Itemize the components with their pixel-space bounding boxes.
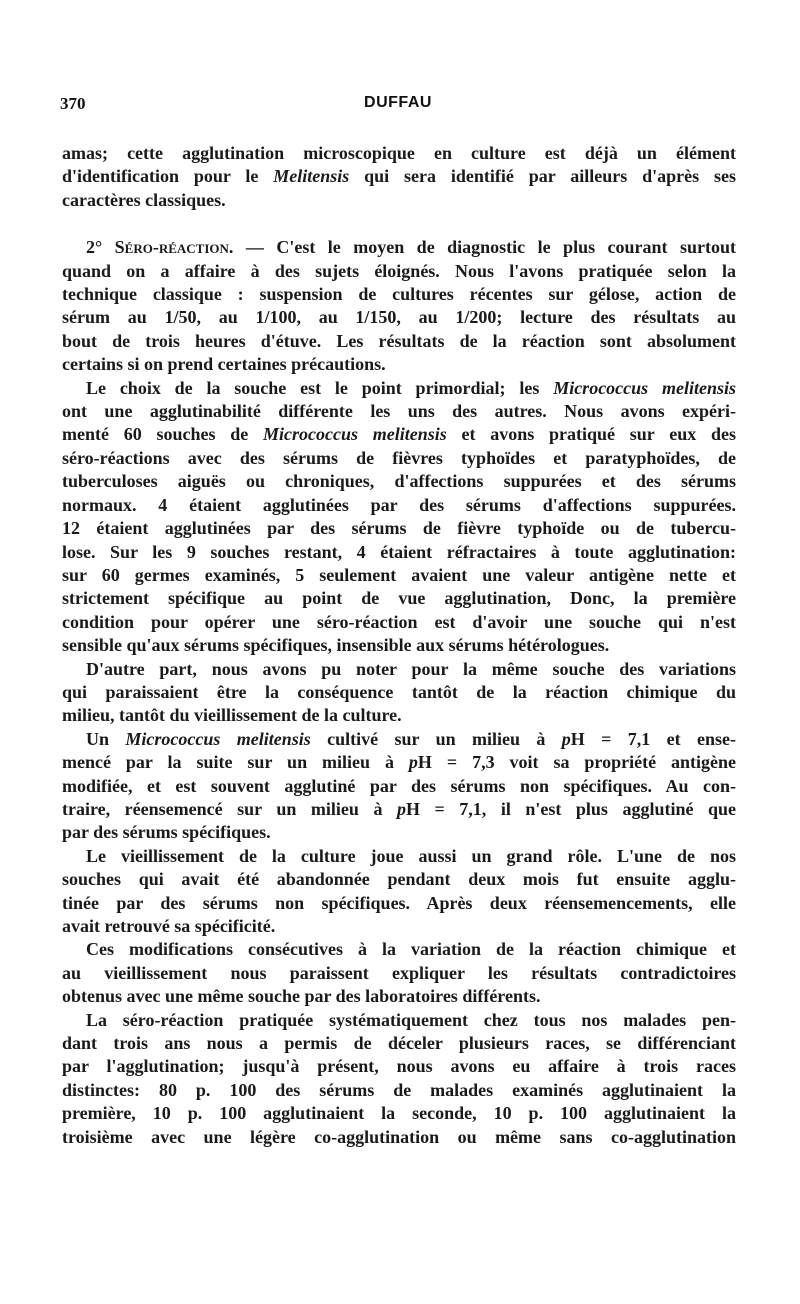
text-line: Le choix de la souche est le point primordial; les Micrococcus melitensis: [86, 377, 736, 398]
paragraph-ph: [62, 728, 736, 845]
text-line: Ces modifications consécutives à la variation de la réaction chimique et: [86, 939, 736, 960]
text-line: quand on a affaire à des sujets éloignés. Nous l'avons pratiquée selon la: [62, 260, 736, 281]
text-line: tuberculoses aiguës ou chroniques, d'affections suppurées et des sérums: [62, 471, 736, 492]
paragraph-1: [62, 142, 736, 212]
text-line: bout de trois heures d'étuve. Les résultats de la réaction sont absolument: [62, 330, 736, 351]
text-line: par des sérums spécifiques.: [62, 822, 271, 843]
text-line: menté 60 souches de Micrococcus melitensis et avons pratiqué sur eux des: [62, 424, 736, 445]
text-line: sur 60 germes examinés, 5 seulement avaient une valeur antigène nette et: [62, 564, 736, 585]
text-line: mencé par la suite sur un milieu à pH = 7,3 voit sa propriété antigène: [62, 752, 736, 773]
text-line: condition pour opérer une séro-réaction est d'avoir une souche qui n'est: [62, 611, 736, 632]
text-line: lose. Sur les 9 souches restant, 4 étaient réfractaires à toute agglutination:: [62, 541, 736, 562]
text-line: première, 10 p. 100 agglutinaient la seconde, 10 p. 100 agglutinaient la: [62, 1103, 736, 1124]
text-line: modifiée, et est souvent agglutiné par des sérums non spécifiques. Au con-: [62, 775, 736, 796]
text-line: ont une agglutinabilité différente les uns des autres. Nous avons expéri-: [62, 401, 736, 422]
paragraph-races: [62, 1009, 736, 1149]
text-line: souches qui avait été abandonnée pendant deux mois fut ensuite agglu-: [62, 869, 736, 890]
paragraph-gap: [62, 212, 736, 236]
text-line: milieu, tantôt du vieillissement de la culture.: [62, 705, 402, 726]
text-line: strictement spécifique au point de vue agglutination, Donc, la première: [62, 588, 736, 609]
text-line: d'identification pour le Melitensis qui sera identifié par ailleurs d'après ses: [62, 166, 736, 187]
body-text: [62, 142, 736, 1149]
text-line: qui paraissaient être la conséquence tantôt de la réaction chimique du: [62, 681, 736, 702]
paragraph-variations: [62, 658, 736, 728]
section-heading: 2° Séro-réaction.: [86, 237, 234, 258]
page-number: 370: [60, 94, 86, 113]
text-line: séro-réactions avec des sérums de fièvres typhoïdes et paratyphoïdes, de: [62, 447, 736, 468]
page-header: [60, 94, 736, 118]
text-line: sérum au 1/50, au 1/100, au 1/150, au 1/200; lecture des résultats au: [62, 307, 736, 328]
text-line: D'autre part, nous avons pu noter pour la même souche des variations: [86, 658, 736, 679]
text-line: normaux. 4 étaient agglutinées par des sérums d'affections suppurées.: [62, 494, 736, 515]
text-line: caractères classiques.: [62, 189, 226, 210]
text-line: sensible qu'aux sérums spécifiques, insensible aux sérums hétérologues.: [62, 635, 610, 656]
text-line: troisième avec une légère co-agglutination ou même sans co-agglutination: [62, 1126, 736, 1147]
paragraph-modifications: [62, 938, 736, 1008]
text-line: avait retrouvé sa spécificité.: [62, 916, 276, 936]
text-line: distinctes: 80 p. 100 des sérums de malades examinés agglutinaient la: [62, 1079, 736, 1100]
heading-continuation: — C'est le moyen de diagnostic le plus courant surtout: [245, 237, 737, 258]
text-line: Un Micrococcus melitensis cultivé sur un milieu à pH = 7,1 et ense-: [86, 728, 736, 749]
text-line: 12 étaient agglutinées par des sérums de fièvre typhoïde ou de tubercu-: [62, 518, 736, 539]
text-line: amas; cette agglutination microscopique en culture est déjà un élément: [62, 143, 736, 163]
text-line: certains si on prend certaines précautions.: [62, 354, 386, 375]
text-line-with-heading: [62, 236, 736, 259]
running-head: DUFFAU: [364, 94, 432, 111]
text-line: traire, réensemencé sur un milieu à pH = 7,1, il n'est plus agglutiné que: [62, 798, 736, 819]
paragraph-choix-souche: [62, 377, 736, 658]
paragraph-vieillissement: [62, 845, 736, 939]
text-line: La séro-réaction pratiquée systématiquement chez tous nos malades pen-: [86, 1009, 736, 1030]
text-line: par l'agglutination; jusqu'à présent, nous avons eu affaire à trois races: [62, 1056, 736, 1077]
text-line: tinée par des sérums non spécifiques. Après deux réensemencements, elle: [62, 892, 736, 913]
paragraph-sero-reaction: [62, 236, 736, 376]
text-line: dant trois ans nous a permis de déceler plusieurs races, se différenciant: [62, 1033, 736, 1054]
text-line: obtenus avec une même souche par des laboratoires différents.: [62, 986, 541, 1007]
text-line: au vieillissement nous paraissent expliquer les résultats contradictoires: [62, 962, 736, 983]
text-line: Le vieillissement de la culture joue aussi un grand rôle. L'une de nos: [86, 845, 736, 866]
text-line: technique classique : suspension de cultures récentes sur gélose, action de: [62, 284, 736, 305]
